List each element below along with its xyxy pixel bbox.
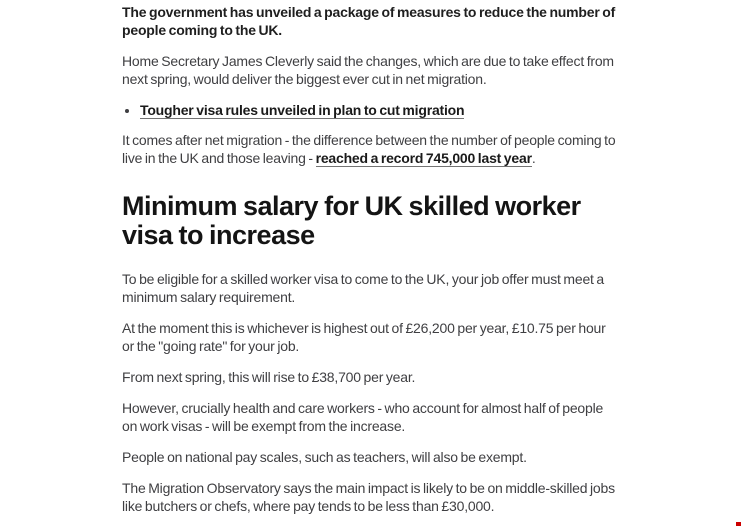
article-headline: Minimum salary for UK skilled worker visa to increase <box>122 191 581 250</box>
net-migration-period: . <box>531 150 536 166</box>
intro-paragraph: The government has unveiled a package of measures to reduce the number of people coming to the UK. <box>122 4 616 38</box>
paragraph-next-spring: From next spring, this will rise to £38,700 per year. <box>122 369 416 385</box>
net-migration-text: It comes after net migration - the difference between the number of people coming to live in the UK and those leaving - <box>122 132 616 166</box>
related-links-list <box>122 101 616 119</box>
paragraph-teachers: People on national pay scales, such as teachers, will also be exempt. <box>122 449 527 465</box>
paragraph-health-workers: However, crucially health and care workers - who account for almost half of people on work visas - will be exempt from the increase. <box>122 400 604 434</box>
article-body <box>122 3 616 528</box>
paragraph-current-threshold: At the moment this is whichever is highest out of £26,200 per year, £10.75 per hour or the "going rate" for your job. <box>122 320 606 354</box>
record-migration-link[interactable]: reached a record 745,000 last year <box>315 150 532 166</box>
paragraph-eligible: To be eligible for a skilled worker visa to come to the UK, your job offer must meet a minimum salary requirement. <box>122 271 605 305</box>
clipped-red-element <box>736 522 741 526</box>
related-link-item <box>140 101 616 119</box>
paragraph-migration-observatory: The Migration Observatory says the main impact is likely to be on middle-skilled jobs like butchers or chefs, where pay tends to be less than £30,000. <box>122 480 615 514</box>
paragraph-cleverly: Home Secretary James Cleverly said the changes, which are due to take effect from next spring, would deliver the biggest ever cut in net migration. <box>122 53 614 87</box>
related-story-link[interactable]: Tougher visa rules unveiled in plan to cut migration <box>140 102 465 118</box>
paragraph-net-migration <box>122 131 616 167</box>
